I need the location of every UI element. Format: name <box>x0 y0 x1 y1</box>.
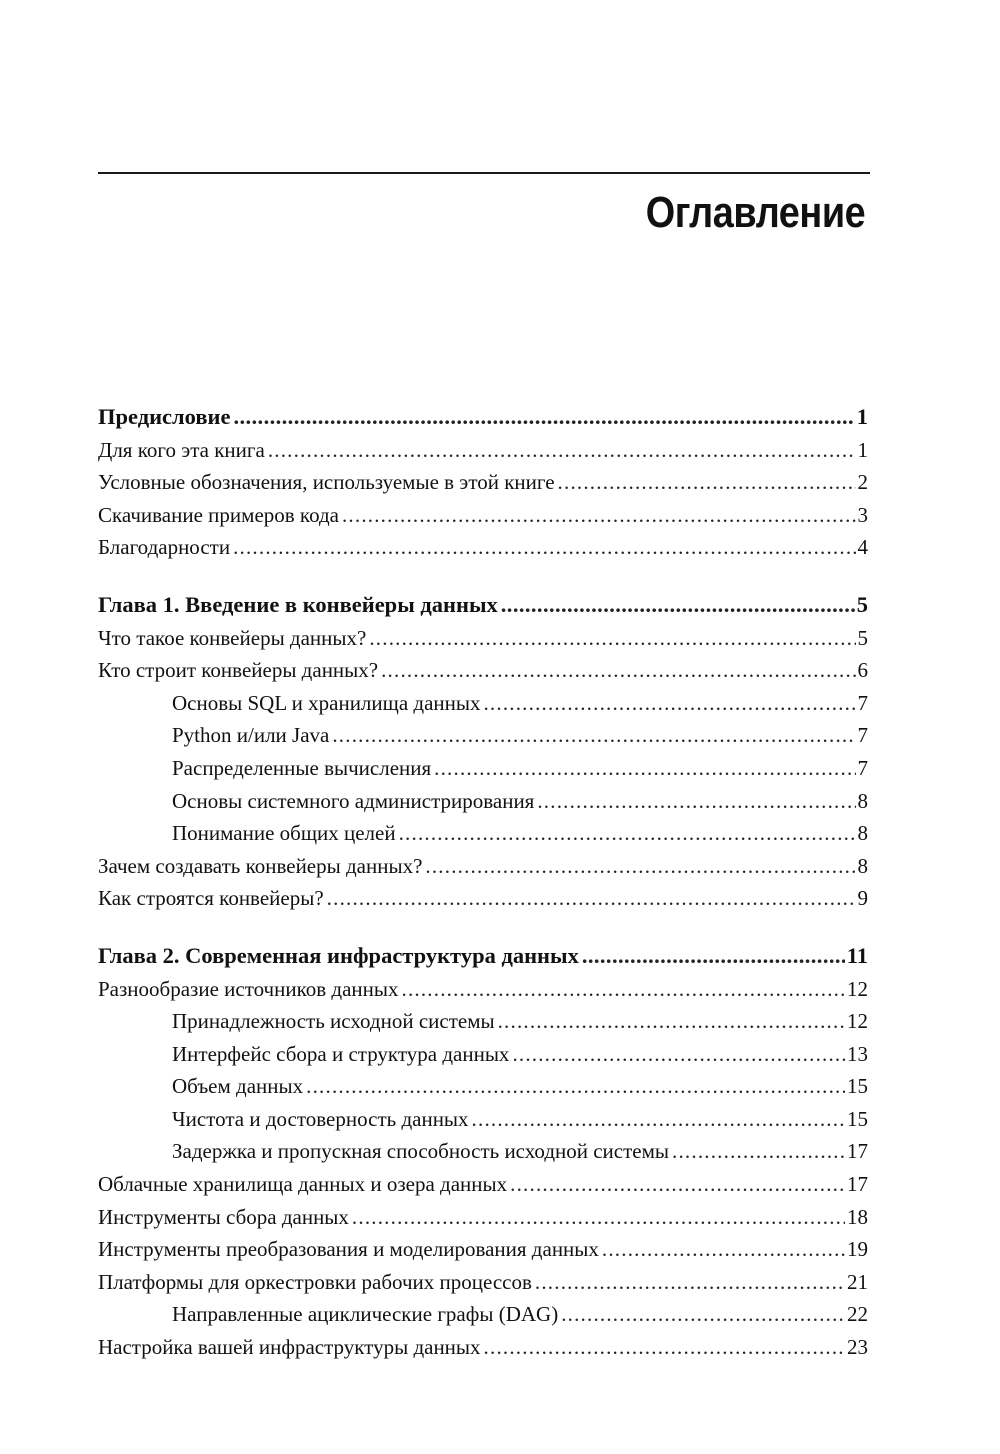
toc-entry[interactable] <box>98 882 868 915</box>
toc-entry-label: Скачивание примеров кода <box>98 502 339 527</box>
toc-page-number: 7 <box>857 690 868 715</box>
toc-page-number: 5 <box>857 625 868 650</box>
toc-entry-label: Чистота и достоверность данных <box>172 1106 469 1131</box>
toc-entry[interactable] <box>98 654 868 687</box>
page-title: Оглавление <box>645 188 865 237</box>
toc-page-number: 11 <box>846 942 868 968</box>
toc-page-number: 15 <box>847 1074 868 1099</box>
dot-leader <box>352 1201 845 1234</box>
toc-page-number: 7 <box>857 755 868 780</box>
toc-entry-label: Python и/или Java <box>172 723 330 748</box>
dot-leader <box>268 434 856 467</box>
dot-leader <box>381 654 855 687</box>
dot-leader <box>306 1070 845 1103</box>
dot-leader <box>672 1135 845 1168</box>
dot-leader <box>483 687 855 720</box>
toc-subentry[interactable] <box>98 1070 868 1103</box>
dot-leader <box>434 752 855 785</box>
toc-entry[interactable] <box>98 434 868 467</box>
toc-subentry[interactable] <box>98 1103 868 1136</box>
dot-leader <box>582 940 845 973</box>
dot-leader <box>537 785 855 818</box>
toc-entry[interactable] <box>98 1266 868 1299</box>
dot-leader <box>512 1038 845 1071</box>
toc-entry-label: Инструменты преобразования и моделирования данных <box>98 1237 599 1262</box>
toc-entry-label: Распределенные вычисления <box>172 755 432 780</box>
toc-page-number: 9 <box>857 886 868 911</box>
toc-entry-label: Направленные ациклические графы (DAG) <box>172 1302 559 1327</box>
table-of-contents <box>98 401 868 1364</box>
dot-leader <box>342 499 856 532</box>
dot-leader <box>332 719 855 752</box>
dot-leader <box>233 531 855 564</box>
toc-entry-label: Как строятся конвейеры? <box>98 886 324 911</box>
toc-chapter[interactable] <box>98 401 868 434</box>
toc-subentry[interactable] <box>98 1005 868 1038</box>
toc-page-number: 4 <box>857 535 868 560</box>
dot-leader <box>535 1266 845 1299</box>
toc-page-number: 6 <box>857 658 868 683</box>
toc-entry-label: Основы системного администрирования <box>172 788 535 813</box>
dot-leader <box>369 622 855 655</box>
toc-entry[interactable] <box>98 1168 868 1201</box>
toc-entry-label: Понимание общих целей <box>172 821 396 846</box>
toc-entry-label: Облачные хранилища данных и озера данных <box>98 1172 508 1197</box>
toc-entry[interactable] <box>98 1331 868 1364</box>
toc-page-number: 12 <box>847 976 868 1001</box>
toc-page-number: 3 <box>857 502 868 527</box>
dot-leader <box>399 817 856 850</box>
toc-page-number: 7 <box>857 723 868 748</box>
toc-entry[interactable] <box>98 531 868 564</box>
toc-page-number: 12 <box>847 1009 868 1034</box>
toc-entry-label: Объем данных <box>172 1074 304 1099</box>
toc-page-number: 8 <box>857 821 868 846</box>
toc-page-number: 5 <box>856 591 868 617</box>
toc-entry-label: Настройка вашей инфраструктуры данных <box>98 1335 481 1360</box>
toc-chapter[interactable] <box>98 589 868 622</box>
dot-leader <box>484 1331 845 1364</box>
toc-subentry[interactable] <box>98 1038 868 1071</box>
toc-subentry[interactable] <box>98 1135 868 1168</box>
toc-entry[interactable] <box>98 850 868 883</box>
toc-chapter[interactable] <box>98 940 868 973</box>
toc-page-number: 23 <box>847 1335 868 1360</box>
toc-entry[interactable] <box>98 1201 868 1234</box>
toc-entry-label: Для кого эта книга <box>98 437 265 462</box>
toc-entry-label: Инструменты сбора данных <box>98 1204 349 1229</box>
toc-chapter-label: Предисловие <box>98 404 231 429</box>
toc-subentry[interactable] <box>98 785 868 818</box>
toc-subentry[interactable] <box>98 752 868 785</box>
toc-entry-label: Что такое конвейеры данных? <box>98 625 367 650</box>
toc-entry[interactable] <box>98 973 868 1006</box>
toc-subentry[interactable] <box>98 817 868 850</box>
toc-page-number: 18 <box>847 1204 868 1229</box>
toc-page-number: 19 <box>847 1237 868 1262</box>
toc-entry[interactable] <box>98 499 868 532</box>
toc-page-number: 1 <box>857 437 868 462</box>
dot-leader <box>233 401 854 434</box>
toc-page-number: 8 <box>857 853 868 878</box>
toc-entry-label: Основы SQL и хранилища данных <box>172 690 481 715</box>
toc-entry-label: Условные обозначения, используемые в этой книге <box>98 470 555 495</box>
toc-page-number: 13 <box>847 1041 868 1066</box>
section-gap <box>98 915 868 940</box>
toc-page-number: 21 <box>847 1269 868 1294</box>
toc-entry-label: Задержка и пропускная способность исходной системы <box>172 1139 670 1164</box>
toc-entry-label: Платформы для оркестровки рабочих процессов <box>98 1269 532 1294</box>
dot-leader <box>510 1168 845 1201</box>
toc-page-number: 22 <box>847 1302 868 1327</box>
toc-entry-label: Разнообразие источников данных <box>98 976 399 1001</box>
toc-entry-label: Зачем создавать конвейеры данных? <box>98 853 423 878</box>
toc-subentry[interactable] <box>98 1298 868 1331</box>
section-gap <box>98 564 868 589</box>
dot-leader <box>501 589 855 622</box>
dot-leader <box>425 850 855 883</box>
toc-entry-label: Благодарности <box>98 535 231 560</box>
dot-leader <box>602 1233 845 1266</box>
dot-leader <box>558 466 856 499</box>
toc-page-number: 8 <box>857 788 868 813</box>
header-rule <box>98 172 870 174</box>
toc-page-number: 17 <box>847 1139 868 1164</box>
toc-page-number: 17 <box>847 1172 868 1197</box>
toc-page-number: 2 <box>857 470 868 495</box>
dot-leader <box>561 1298 845 1331</box>
dot-leader <box>327 882 856 915</box>
dot-leader <box>472 1103 845 1136</box>
toc-entry[interactable] <box>98 1233 868 1266</box>
toc-entry-label: Интерфейс сбора и структура данных <box>172 1041 510 1066</box>
dot-leader <box>402 973 846 1006</box>
dot-leader <box>498 1005 845 1038</box>
toc-page-number: 15 <box>847 1106 868 1131</box>
toc-entry-label: Принадлежность исходной системы <box>172 1009 495 1034</box>
toc-entry[interactable] <box>98 466 868 499</box>
toc-chapter-label: Глава 2. Современная инфраструктура данных <box>98 942 579 968</box>
toc-subentry[interactable] <box>98 687 868 720</box>
toc-chapter-label: Глава 1. Введение в конвейеры данных <box>98 591 498 617</box>
toc-subentry[interactable] <box>98 719 868 752</box>
toc-entry-label: Кто строит конвейеры данных? <box>98 658 379 683</box>
toc-entry[interactable] <box>98 622 868 655</box>
toc-page-number: 1 <box>856 404 868 429</box>
